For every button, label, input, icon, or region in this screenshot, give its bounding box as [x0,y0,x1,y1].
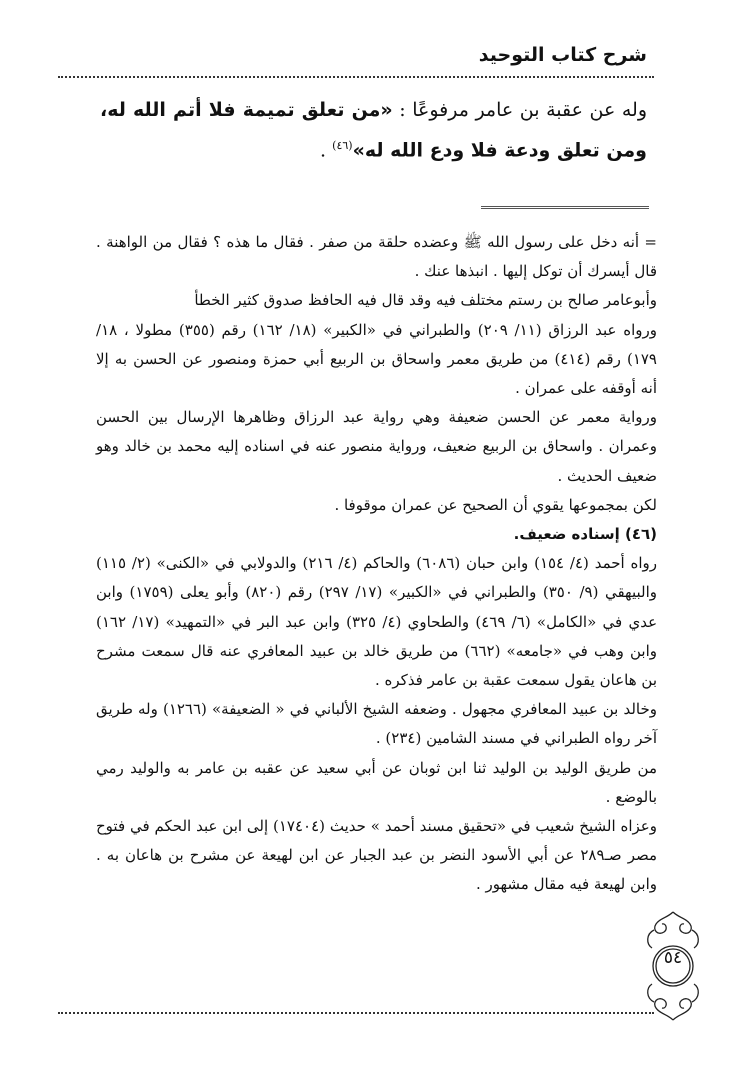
footnote-reference: (٤٦) [332,139,353,152]
footnote-paragraph: رواه أحمد (٤/ ١٥٤) وابن حبان (٦٠٨٦) والحاكم (٤/ ٢١٦) والدولابي في «الكنى» (٢/ ١١٥) والبيهقي (٩/ ٣٥٠) والطبراني في «الكبير» (١٧/ ٢٩٧) رقم (٨٢٠) وأبو يعلى (١٧٥٩) وابن عدي في «الكامل» (٦/ ٤٦٩) والطحاوي (٤/ ٣٢٥) وابن عبد البر في «التمهيد» (١٧/ ١٦٢) وابن وهب في «جامعه» (٦٦٢) من طريق خالد بن عبيد المعافري عنه قال سمعت مشرح بن هاعان يقول سمعت عقبة بن عامر فذكره . [96,554,658,690]
footer-rule [58,1012,654,1014]
footnote-paragraph: وخالد بن عبيد المعافري مجهول . وضعفه الشيخ الألباني في « الضعيفة» (١٢٦٦) وله طريق آخر رواه الطبراني في مسند الشامين (٢٣٤) . [96,700,657,748]
footnotes [96,228,657,900]
footnote-paragraph: = أنه دخل على رسول الله ﷺ وعضده حلقة من صفر . فقال ما هذه ؟ فقال من الواهنة . قال أيسرك أن توكل إليها . انبذها عنك . [96,233,657,281]
footnote-paragraph: من طريق الوليد بن الوليد ثنا ابن ثوبان عن أبي سعيد عن عقبه بن عامر به والوليد رمي بالوضع . [96,758,657,806]
running-header-title: شرح كتاب التوحيد [478,44,647,66]
page-number: ٥٤ [663,948,683,968]
footnote-paragraph: ورواه عبد الرزاق (١١/ ٢٠٩) والطبراني في «الكبير» (١٨/ ١٦٢) رقم (٣٥٥) مطولا ، ١٨/ ١٧٩) رقم (٤١٤) من طريق معمر واسحاق بن الربيع أبي حمزة ومنصور عن الحسن به إلا أنه أوقفه على عمران . [96,320,658,398]
hadith-text: «من تعلق تميمة فلا أتم الله له، ومن تعلق ودعة فلا ودع الله له» [100,99,647,162]
footnote-separator [481,206,649,209]
footnote-heading: (٤٦) إسناده ضعيف. [513,525,657,544]
header-rule [58,76,654,78]
main-text: وله عن عقبة بن عامر مرفوعًا : «من تعلق تميمة فلا أتم الله له، ومن تعلق ودعة فلا ودع الله له»$^{(٤٦)}$ . [100,99,647,162]
footnote-paragraph: لكن بمجموعها يقوي أن الصحيح عن عمران موقوفا . [334,495,657,514]
main-intro: وله عن عقبة بن عامر مرفوعًا : [399,99,647,121]
footnote-paragraph: وعزاه الشيخ شعيب في «تحقيق مسند أحمد » حديث (١٧٤٠٤) إلى ابن عبد الحكم في فتوح مصر صـ٢٨٩ عن أبي الأسود النضر بن عبد الجبار عن ابن لهيعة عن مشرح بن هاعان به . وابن لهيعة فيه مقال مشهور . [96,817,658,894]
footnote-paragraph: وأبوعامر صالح بن رستم مختلف فيه وقد قال فيه الحافظ صدوق كثير الخطأ [194,291,657,310]
footnote-paragraph: ورواية معمر عن الحسن ضعيفة وهي رواية عبد الرزاق وظاهرها الإرسال بين الحسن وعمران . واسحاق بن الربيع ضعيف، ورواية منصور عنه في اسناده إليه محمد بن خالد وهو ضعيف الحديث . [96,408,657,485]
